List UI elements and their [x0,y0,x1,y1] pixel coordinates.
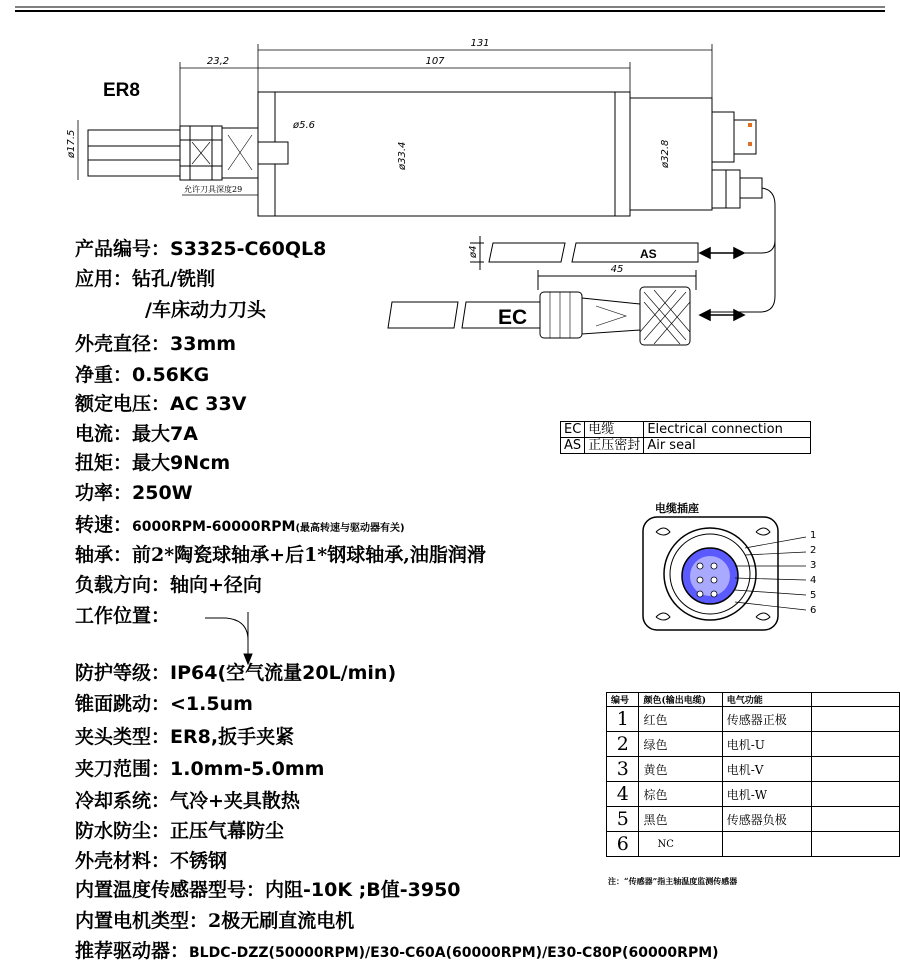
legend-code: EC [561,422,585,438]
pin-row [607,807,900,832]
legend-table [560,421,811,454]
spec-label: 扭矩： [75,452,133,474]
spec-label: 夹刀范围： [75,758,171,780]
legend-cn: 正压密封 [585,438,644,454]
pin-func: 传感器负极 [722,807,812,832]
pin-func: 电机-W [722,782,812,807]
legend-en: Electrical connection [644,422,811,438]
pin-extra [812,832,900,857]
spec-value: /车床动力刀头 [145,299,266,321]
spec-value: <1.5um [170,693,253,715]
spec-label: 工作位置： [75,605,171,627]
spec-sensor [75,877,461,903]
spec-label: 外壳材料： [75,850,171,872]
cable-socket-title: 电缆插座 [655,502,699,515]
spec-value: 最大9Ncm [132,452,231,474]
spec-protection [75,660,396,686]
pin-row [607,732,900,757]
pin-row [607,832,900,857]
spec-value: AC 33V [170,393,247,415]
dim-rear-dia: ø32.8 [660,139,671,168]
pin-header-num: 编号 [607,693,639,707]
spec-label: 应用： [75,268,133,290]
pin-num: 5 [607,807,639,832]
spec-bearing [75,542,486,568]
pin-table-note: 注：“传感器”指主轴温度监测传感器 [608,876,738,886]
spec-speed [75,512,405,542]
spec-label: 电流： [75,423,133,445]
legend-en: Air seal [644,438,811,454]
pin-header-func: 电气功能 [722,693,812,707]
pin-extra [812,732,900,757]
legend-row [561,422,811,438]
spec-label: 冷却系统： [75,790,171,812]
spec-value: 0.56KG [132,364,210,386]
spec-application [75,266,215,292]
spec-value: 前2*陶瓷球轴承+后1*钢球轴承,油脂润滑 [132,544,486,566]
spec-value: 气冷+夹具散热 [170,790,300,812]
spec-position [75,603,170,629]
pin-extra [812,757,900,782]
spec-value: ER8,扳手夹紧 [170,726,295,748]
ec-label: EC [498,306,528,329]
arrows [700,248,744,320]
spec-label: 内置电机类型： [75,910,209,932]
pin-num: 6 [607,832,639,857]
spec-value: 内阻-10K ;B值-3950 [265,879,461,901]
cable-socket-icon [643,517,806,630]
working-position-icon [205,612,252,664]
spec-label: 防水防尘： [75,820,171,842]
pin-num: 1 [607,707,639,732]
dim-air-tube: ø4 [468,245,479,258]
spec-label: 负载方向： [75,574,171,596]
spec-label: 外壳直径： [75,333,171,355]
spec-model [75,236,326,262]
spec-voltage [75,391,246,417]
spec-label: 产品编号： [75,238,171,260]
pin-label-4: 4 [810,575,817,586]
pin-extra [812,782,900,807]
pin-num: 3 [607,757,639,782]
connector-pin-mark [748,123,752,127]
dim-body-dia: ø33.4 [397,141,408,170]
spec-value: 2极无刷直流电机 [208,910,355,932]
spec-application-cont [145,297,266,323]
pin-color: 红色 [639,707,722,732]
spec-value: 33mm [170,333,237,355]
legend-code: AS [561,438,585,454]
spec-cooling [75,788,300,814]
spec-label: 推荐驱动器： [75,940,190,962]
pin-color: 黄色 [639,757,722,782]
dim-body: 107 [425,56,445,67]
spec-load [75,572,262,598]
legend-row [561,438,811,454]
pin-label-2: 2 [810,545,817,556]
spec-label: 锥面跳动： [75,693,171,715]
pin-label-3: 3 [810,560,817,571]
pin-func: 电机-V [722,757,812,782]
dim-connector: 45 [610,264,624,275]
pin-row [607,757,900,782]
spec-value: S3325-C60QL8 [170,238,327,260]
model-tag: ER8 [103,80,140,101]
spec-label: 转速： [75,514,133,536]
pin-func: 传感器正极 [722,707,812,732]
spec-value: 正压气幕防尘 [170,820,285,842]
pin-color: 棕色 [639,782,722,807]
spec-current [75,421,198,447]
air-tube [470,236,698,270]
pin-func: 电机-U [722,732,812,757]
pin-color: 绿色 [639,732,722,757]
dim-overall: 131 [470,38,490,49]
spec-motor [75,908,354,934]
spec-value: 轴向+径向 [170,574,262,596]
pin-table [606,692,900,857]
connector-pin-mark [748,142,752,146]
dim-front: 23,2 [206,56,230,67]
spec-value: IP64(空气流量20L/min) [170,662,397,684]
spec-collet [75,724,294,750]
spec-power [75,480,193,506]
pin-num: 2 [607,732,639,757]
spec-label: 轴承： [75,544,133,566]
pin-func [722,832,812,857]
pin-color: 黑色 [639,807,722,832]
spec-housing [75,848,227,874]
spec-value: BLDC-DZZ(50000RPM)/E30-C60A(60000RPM)/E30-C80P(60000RPM) [189,945,719,961]
dim-tool-depth: 允许刀具深度29 [184,185,243,194]
spec-value: 钻孔/铣削 [132,268,215,290]
pin-extra [812,707,900,732]
spec-weight [75,362,209,388]
spec-value: 不锈钢 [170,850,228,872]
as-label: AS [640,247,657,261]
spec-label: 额定电压： [75,393,171,415]
pin-row [607,782,900,807]
spec-diameter [75,331,236,357]
spec-note: (最高转速与驱动器有关) [295,523,405,534]
pin-label-5: 5 [810,590,817,601]
pin-label-6: 6 [810,605,817,616]
spec-label: 净重： [75,364,133,386]
spec-value: 1.0mm-5.0mm [170,758,325,780]
pin-extra [812,807,900,832]
spec-label: 内置温度传感器型号： [75,879,266,901]
spec-runout [75,691,253,717]
dim-bore: ø5.6 [293,120,316,131]
spec-value: 250W [132,482,193,504]
spec-label: 防护等级： [75,662,171,684]
legend-cn: 电缆 [585,422,644,438]
dim-shank: ø17.5 [66,129,77,158]
pin-num: 4 [607,782,639,807]
spec-clamp [75,756,324,782]
spec-dustproof [75,818,284,844]
pin-row [607,707,900,732]
spec-value: 6000RPM-60000RPM [132,519,296,535]
spec-label: 夹头类型： [75,726,171,748]
pin-label-1: 1 [810,530,817,541]
spec-driver [75,938,719,966]
pin-color: NC [639,832,722,857]
spec-value: 最大7A [132,423,198,445]
pin-header-color: 颜色(输出电缆) [639,693,722,707]
pin-table-header [607,693,900,707]
spec-label: 功率： [75,482,133,504]
spec-torque [75,450,230,476]
pin-header-extra [812,693,900,707]
